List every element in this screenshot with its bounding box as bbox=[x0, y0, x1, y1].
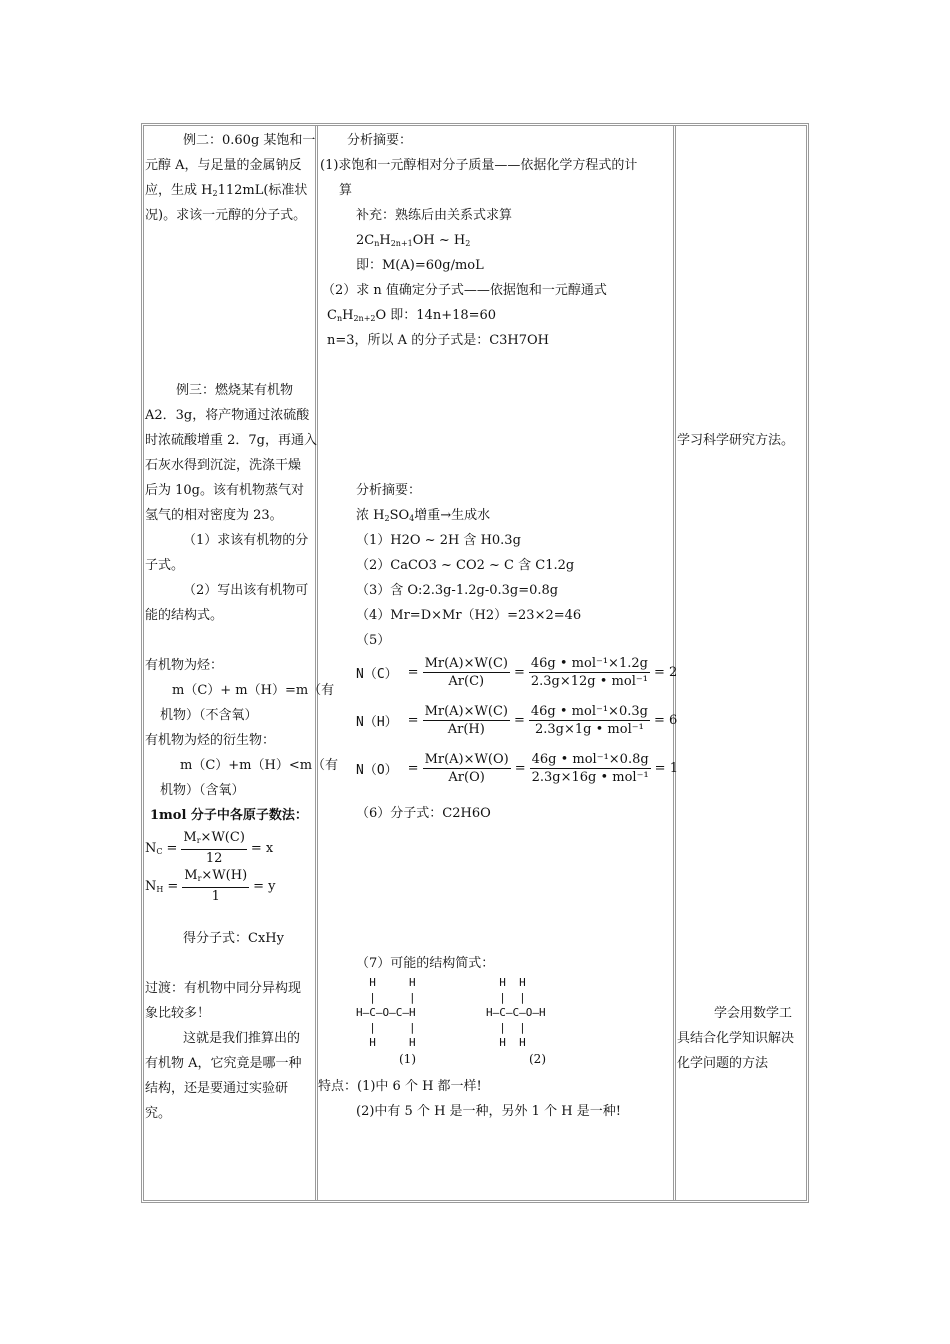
feature-line-1: 特点：(1)中 6 个 H 都一样! bbox=[318, 1079, 482, 1094]
ex3-line-1: 例三：燃烧某有机物 bbox=[176, 383, 294, 398]
structure-ethanol: H H | | H—C—C—O—H | | H H bbox=[486, 976, 546, 1049]
note-line-1: 有机物为烃： bbox=[145, 658, 224, 673]
note-line-4: 有机物为烃的衍生物： bbox=[145, 733, 276, 748]
goal-line-2: 学会用数学工 bbox=[714, 1006, 793, 1021]
ex3-line-8: 子式。 bbox=[145, 558, 185, 573]
goal-line-1: 学习科学研究方法。 bbox=[677, 433, 795, 448]
note-line-2: m（C）+ m（H）=m（有 bbox=[172, 683, 335, 698]
analysis-step-2: （2）求 n 值确定分子式——依据饱和一元醇通式 bbox=[322, 283, 607, 298]
answer-line: n=3，所以 A 的分子式是：C3H7OH bbox=[327, 333, 550, 348]
n-c-equation: N（C） = $\frac{Mr(A)\times W(C)}{Ar(C)}$ = $\frac{\text{46g • mol⁻¹×1.2g}}{\text{2.3g×12g • mol⁻¹}}$ = 2 bbox=[356, 656, 678, 689]
trans-line-6: 究。 bbox=[145, 1106, 172, 1121]
ex2-line-1: 例二：0.60g 某饱和一 bbox=[183, 133, 316, 148]
step-c-line: （2）CaCO3 ~ CO2 ~ C 含 C1.2g bbox=[356, 558, 575, 573]
trans-line-3: 这就是我们推算出的 bbox=[183, 1031, 301, 1046]
general-formula-line: $C_nH_{2n+2}O$ 即：14n+18=60 bbox=[327, 308, 497, 323]
ex3-line-9: （2）写出该有机物可 bbox=[183, 583, 309, 598]
goal-line-3: 具结合化学知识解决 bbox=[677, 1031, 795, 1046]
structure-ethanol-label: (2) bbox=[529, 1052, 546, 1066]
analysis-step-1-cont: 算 bbox=[339, 183, 353, 198]
mol-method-title: 1mol 分子中各原子数法： bbox=[150, 808, 308, 823]
ex2-line-2: 元醇 A，与足量的金属钠反 bbox=[145, 158, 302, 173]
relation-line: $2C_nH_{2n+1}OH$ ~ $H_2$ bbox=[356, 233, 471, 248]
ex3-line-7: （1）求该有机物的分 bbox=[183, 533, 309, 548]
trans-line-5: 结构，还是要通过实验研 bbox=[145, 1081, 289, 1096]
ex3-line-3: 时浓硫酸增重 2．7g，再通入 bbox=[145, 433, 317, 448]
note-line-3: 机物）（不含氧） bbox=[160, 708, 258, 723]
nh-formula: $N_H$ = $\frac{M_r\times W(H)}{1}$ = y bbox=[145, 868, 276, 904]
trans-line-2: 象比较多！ bbox=[145, 1006, 211, 1021]
goal-line-4: 化学问题的方法 bbox=[677, 1056, 769, 1071]
ex3-line-2: A2．3g，将产物通过浓硫酸 bbox=[145, 408, 310, 423]
supplement-line: 补充：熟练后由关系式求算 bbox=[356, 208, 513, 223]
step-h-line: （1）H2O ~ 2H 含 H0.3g bbox=[356, 533, 521, 548]
ex3-line-10: 能的结构式。 bbox=[145, 608, 224, 623]
molar-mass-line: 即：M(A)=60g/moL bbox=[356, 258, 484, 273]
analysis-title-2: 分析摘要： bbox=[356, 483, 422, 498]
structure-ether-label: (1) bbox=[399, 1052, 416, 1066]
acid-line: 浓 $H_2SO_4$增重→生成水 bbox=[356, 508, 491, 523]
note-line-5: m（C）+m（H）<m（有 bbox=[180, 758, 339, 773]
ex2-line-3: 应，生成 $H_2112mL$(标准状 bbox=[145, 183, 308, 198]
trans-line-1: 过渡：有机物中同分异构现 bbox=[145, 981, 302, 996]
nc-formula: $N_C$ = $\frac{M_r\times W(C)}{12}$ = x bbox=[145, 830, 274, 866]
step-mr-line: （4）Mr=D×Mr（H2）=23×2=46 bbox=[356, 608, 582, 623]
feature-line-2: (2)中有 5 个 H 是一种，另外 1 个 H 是一种! bbox=[356, 1104, 621, 1119]
molecular-formula-c2h6o: （6）分子式：C2H6O bbox=[356, 806, 491, 821]
n-o-equation: N（O） = $\frac{Mr(A)\times W(O)}{Ar(O)}$ = $\frac{\text{46g • mol⁻¹×0.8g}}{\text{2.3g×16g • mol⁻¹}}$ = 1 bbox=[356, 752, 678, 785]
molecular-formula-line: 得分子式：CxHy bbox=[183, 931, 284, 946]
ex3-line-4: 石灰水得到沉淀，洗涤干燥 bbox=[145, 458, 302, 473]
analysis-step-1: (1)求饱和一元醇相对分子质量——依据化学方程式的计 bbox=[320, 158, 638, 173]
note-line-6: 机物）（含氧） bbox=[160, 783, 245, 798]
ex3-line-5: 后为 10g。该有机物蒸气对 bbox=[145, 483, 304, 498]
trans-line-4: 有机物 A，它究竟是哪一种 bbox=[145, 1056, 302, 1071]
step-o-line: （3）含 O:2.3g-1.2g-0.3g=0.8g bbox=[356, 583, 559, 598]
ex2-line-4: 况)。求该一元醇的分子式。 bbox=[145, 208, 307, 223]
column-divider-1 bbox=[315, 126, 318, 1201]
step-5-label: （5） bbox=[356, 633, 391, 648]
ex3-line-6: 氢气的相对密度为 23。 bbox=[145, 508, 283, 523]
analysis-title-1: 分析摘要： bbox=[347, 133, 413, 148]
structure-ether: H H | | H—C—O—C—H | | H H bbox=[356, 976, 416, 1049]
n-h-equation: N（H） = $\frac{Mr(A)\times W(C)}{Ar(H)}$ = $\frac{\text{46g • mol⁻¹×0.3g}}{\text{2.3g×1g • mol⁻¹}}$ = 6 bbox=[356, 704, 678, 737]
possible-structures-label: （7）可能的结构简式： bbox=[356, 956, 495, 971]
